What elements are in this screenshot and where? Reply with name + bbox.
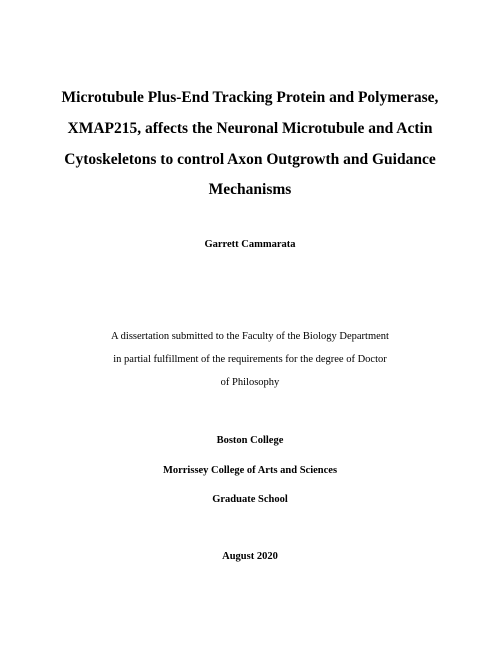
college-name: Morrissey College of Arts and Sciences: [162, 465, 338, 476]
author-name: Garrett Cammarata: [204, 239, 296, 250]
dissertation-title-line-4: Mechanisms: [208, 181, 292, 198]
submission-statement-line-3: of Philosophy: [220, 377, 280, 388]
submission-statement-line-2: in partial fulfillment of the requirements for the degree of Doctor: [113, 354, 387, 365]
dissertation-title-line-1: Microtubule Plus-End Tracking Protein and Polymerase,: [61, 89, 439, 106]
submission-statement-line-1: A dissertation submitted to the Faculty of the Biology Department: [111, 331, 389, 342]
institution-name: Boston College: [216, 435, 284, 446]
dissertation-title-line-2: XMAP215, affects the Neuronal Microtubule and Actin: [67, 120, 433, 137]
dissertation-title-line-3: Cytoskeletons to control Axon Outgrowth and Guidance: [64, 151, 436, 168]
submission-date: August 2020: [222, 551, 278, 562]
school-name: Graduate School: [212, 494, 288, 505]
